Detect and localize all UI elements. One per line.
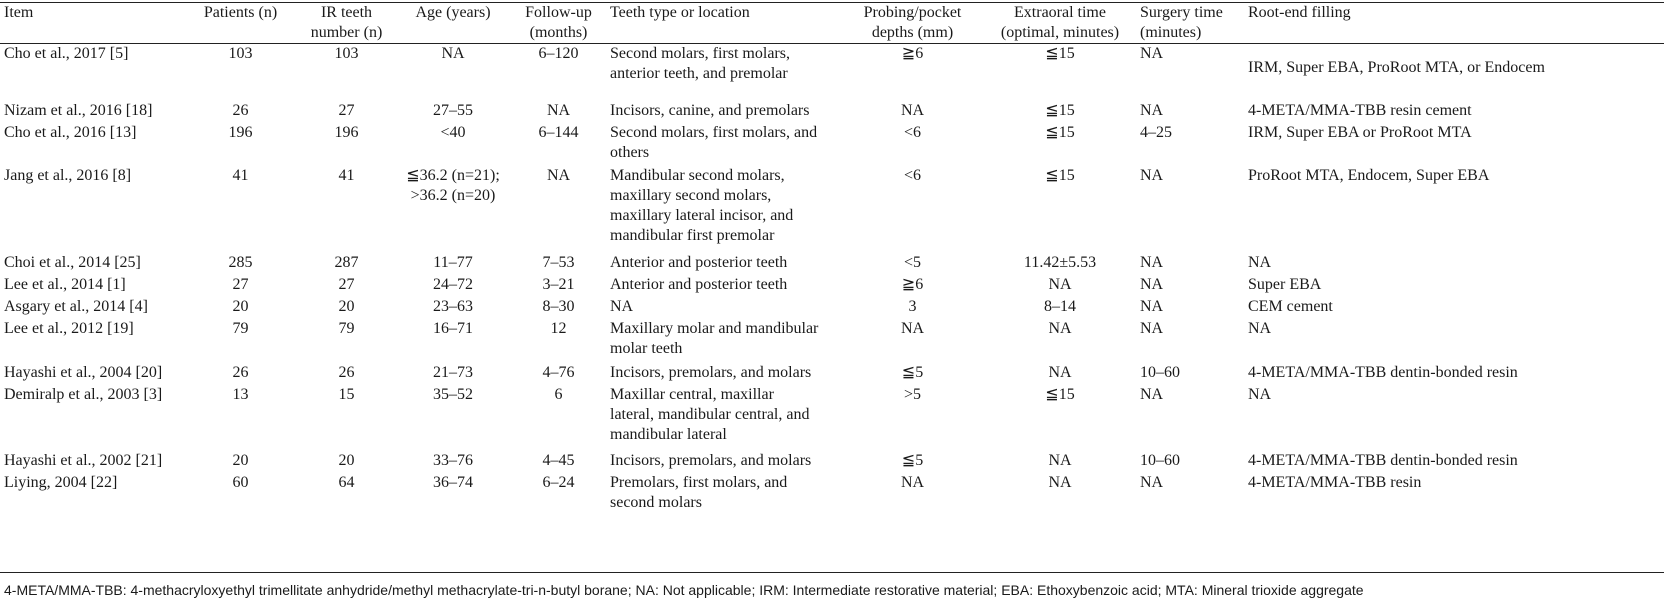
column-header-line: (months) [529, 24, 588, 41]
item-cell: Nizam et al., 2016 [18] [4, 102, 153, 119]
cell-line: 35–52 [433, 386, 473, 403]
item-cell: Choi et al., 2014 [25] [4, 254, 141, 271]
item-cell: Asgary et al., 2014 [4] [4, 298, 148, 315]
ir-teeth-cell: 15 [338, 386, 355, 403]
ir-teeth-cell: 79 [338, 320, 355, 337]
extraoral-cell: ≦15 [1045, 386, 1075, 403]
cell-line: 21–73 [433, 364, 473, 381]
surgery-cell: NA [1140, 298, 1164, 315]
cell-line: Mandibular second molars, [610, 167, 785, 184]
table-row [0, 253, 1664, 275]
table-row [0, 451, 1664, 473]
cell-line: 36–74 [433, 474, 473, 491]
age-cell [395, 101, 511, 123]
filling-cell: CEM cement [1248, 298, 1333, 315]
ir-teeth-cell: 26 [338, 364, 355, 381]
teeth-cell [606, 253, 841, 275]
footnote: 4-META/MMA-TBB: 4-methacryloxyethyl trimellitate anhydride/methyl methacrylate-tri-n-butyl borane; NA: Not applicable; IRM: Intermediate restorative material; EBA: Ethoxybenzoic acid; MTA: Mineral trioxide aggregate [4, 582, 1364, 598]
followup-cell: 12 [550, 320, 567, 337]
patients-cell: 285 [228, 254, 253, 271]
cell-line: Incisors, canine, and premolars [610, 102, 810, 119]
followup-cell: 8–30 [542, 298, 575, 315]
teeth-cell [606, 297, 841, 319]
patients-cell: 103 [228, 45, 253, 62]
surgery-cell: NA [1140, 276, 1164, 293]
probing-cell: ≦5 [901, 364, 924, 381]
cell-line: Premolars, first molars, and [610, 474, 788, 491]
age-cell [395, 44, 511, 102]
table-row [0, 385, 1664, 451]
cell-line: 11–77 [433, 254, 473, 271]
age-cell [395, 319, 511, 363]
followup-cell: NA [546, 102, 571, 119]
column-header-patients [183, 3, 298, 44]
cell-line: molar teeth [610, 340, 683, 357]
column-header-line: Teeth type or location [610, 4, 750, 21]
table-row [0, 44, 1664, 102]
table-row [0, 473, 1664, 518]
cell-line: second molars [610, 494, 702, 511]
column-header-probing-depth [841, 3, 984, 44]
cell-line: 27–55 [433, 102, 473, 119]
extraoral-cell: 8–14 [1044, 298, 1076, 315]
column-header-line: number (n) [310, 24, 383, 41]
teeth-cell [606, 473, 841, 518]
column-header-ir-teeth [298, 3, 395, 44]
followup-cell: 4–45 [542, 452, 575, 469]
teeth-cell [606, 166, 841, 253]
age-cell [395, 451, 511, 473]
ir-teeth-cell: 20 [338, 298, 355, 315]
column-header-line: (minutes) [1140, 24, 1202, 41]
surgery-cell: NA [1140, 102, 1164, 119]
surgery-cell: 10–60 [1140, 452, 1180, 469]
cell-line: Second molars, first molars, [610, 45, 790, 62]
surgery-cell: NA [1140, 474, 1164, 491]
surgery-cell: 10–60 [1140, 364, 1180, 381]
ir-teeth-cell: 196 [334, 124, 359, 141]
ir-teeth-cell: 20 [338, 452, 355, 469]
probing-cell: NA [900, 102, 925, 119]
teeth-cell [606, 363, 841, 385]
patients-cell: 20 [232, 298, 249, 315]
patients-cell: 13 [232, 386, 249, 403]
followup-cell: 6–24 [542, 474, 575, 491]
cell-line: lateral, mandibular central, and [610, 406, 810, 423]
extraoral-cell: ≦15 [1045, 167, 1075, 184]
teeth-cell [606, 123, 841, 166]
probing-cell: NA [900, 474, 925, 491]
ir-teeth-cell: 41 [338, 167, 355, 184]
age-cell [395, 363, 511, 385]
table-row [0, 123, 1664, 166]
table-row [0, 363, 1664, 385]
age-cell [395, 166, 511, 253]
item-cell: Hayashi et al., 2004 [20] [4, 364, 163, 381]
teeth-cell [606, 44, 841, 102]
column-header-line: Patients (n) [203, 4, 278, 21]
ir-teeth-cell: 103 [334, 45, 359, 62]
patients-cell: 41 [232, 167, 249, 184]
extraoral-cell: ≦15 [1045, 102, 1075, 119]
surgery-cell: NA [1140, 386, 1164, 403]
column-header-line: depths (mm) [871, 24, 954, 41]
patients-cell: 196 [228, 124, 253, 141]
age-cell [395, 385, 511, 451]
surgery-cell: NA [1140, 45, 1164, 62]
filling-cell: ProRoot MTA, Endocem, Super EBA [1248, 167, 1490, 184]
patients-cell: 20 [232, 452, 249, 469]
age-cell [395, 473, 511, 518]
cell-line: Anterior and posterior teeth [610, 254, 788, 271]
cell-line: mandibular lateral [610, 426, 727, 443]
column-header-line: Item [4, 4, 34, 21]
teeth-cell [606, 451, 841, 473]
followup-cell: 6 [554, 386, 563, 403]
followup-cell: 3–21 [542, 276, 575, 293]
table-row [0, 166, 1664, 253]
followup-cell: NA [546, 167, 571, 184]
probing-cell: >5 [903, 386, 922, 403]
probing-cell: <6 [903, 167, 922, 184]
column-header-item [0, 3, 183, 44]
filling-cell: NA [1248, 320, 1272, 337]
column-header-line: Surgery time [1140, 4, 1223, 21]
cell-line: ≦36.2 (n=21); [406, 167, 500, 184]
patients-cell: 79 [232, 320, 249, 337]
teeth-cell [606, 101, 841, 123]
cell-line: Anterior and posterior teeth [610, 276, 788, 293]
followup-cell: 6–120 [538, 45, 579, 62]
item-cell: Cho et al., 2016 [13] [4, 124, 137, 141]
probing-cell: ≦5 [901, 452, 924, 469]
surgery-cell: NA [1140, 254, 1164, 271]
column-header-root-end-filling [1244, 3, 1664, 44]
cell-line: NA [610, 298, 634, 315]
extraoral-cell: NA [1048, 320, 1072, 337]
age-cell [395, 123, 511, 166]
filling-cell: 4-META/MMA-TBB resin cement [1248, 102, 1472, 119]
table-row [0, 101, 1664, 123]
filling-cell: 4-META/MMA-TBB dentin-bonded resin [1248, 364, 1518, 381]
column-header-line: (optimal, minutes) [1000, 24, 1120, 41]
cell-line: 23–63 [433, 298, 473, 315]
cell-line: anterior teeth, and premolar [610, 65, 788, 82]
surgery-cell: NA [1140, 320, 1164, 337]
extraoral-cell: NA [1048, 474, 1072, 491]
cell-line: >36.2 (n=20) [410, 187, 496, 204]
probing-cell: <5 [903, 254, 922, 271]
teeth-cell [606, 275, 841, 297]
cell-line: Maxillary molar and mandibular [610, 320, 819, 337]
table-row [0, 297, 1664, 319]
cell-line: Maxillar central, maxillar [610, 386, 774, 403]
teeth-cell [606, 319, 841, 363]
cell-line: Incisors, premolars, and molars [610, 452, 812, 469]
column-header-line: IR teeth [320, 4, 373, 21]
table-row [0, 319, 1664, 363]
header-row [0, 3, 1664, 44]
cell-line: <40 [440, 124, 466, 141]
ir-teeth-cell: 287 [334, 254, 359, 271]
item-cell: Lee et al., 2014 [1] [4, 276, 126, 293]
item-cell: Cho et al., 2017 [5] [4, 45, 129, 62]
followup-cell: 4–76 [542, 364, 575, 381]
ir-teeth-cell: 64 [338, 474, 355, 491]
column-header-line: Root-end filling [1248, 4, 1351, 21]
item-cell: Liying, 2004 [22] [4, 474, 118, 491]
column-header-line: Extraoral time [1014, 4, 1106, 21]
table-body [0, 44, 1664, 519]
extraoral-cell: ≦15 [1045, 124, 1075, 141]
column-header-line: Age (years) [415, 4, 491, 21]
patients-cell: 27 [232, 276, 249, 293]
surgery-cell: 4–25 [1140, 124, 1172, 141]
extraoral-cell: 11.42±5.53 [1023, 254, 1097, 271]
filling-cell: Super EBA [1248, 276, 1322, 293]
patients-cell: 26 [232, 364, 249, 381]
column-header-follow-up [511, 3, 606, 44]
cell-line: Incisors, premolars, and molars [610, 364, 812, 381]
probing-cell: ≧6 [901, 276, 924, 293]
extraoral-cell: NA [1048, 452, 1072, 469]
cell-line: others [610, 144, 650, 161]
filling-cell: NA [1248, 254, 1272, 271]
probing-cell: NA [900, 320, 925, 337]
table-header [0, 3, 1664, 44]
extraoral-cell: NA [1048, 364, 1072, 381]
cell-line: 24–72 [433, 276, 473, 293]
probing-cell: <6 [903, 124, 922, 141]
column-header-teeth-type [606, 3, 841, 44]
ir-teeth-cell: 27 [338, 102, 355, 119]
age-cell [395, 253, 511, 275]
filling-cell: NA [1248, 386, 1272, 403]
extraoral-cell: NA [1048, 276, 1072, 293]
cell-line: 16–71 [433, 320, 473, 337]
probing-cell: 3 [908, 298, 917, 315]
filling-cell: IRM, Super EBA or ProRoot MTA [1248, 124, 1472, 141]
surgery-cell: NA [1140, 167, 1164, 184]
ir-teeth-cell: 27 [338, 276, 355, 293]
extraoral-cell: ≦15 [1045, 45, 1075, 62]
age-cell [395, 297, 511, 319]
cell-line: maxillary lateral incisor, and [610, 207, 794, 224]
cell-line: mandibular first premolar [610, 227, 775, 244]
column-header-line: Follow-up [525, 4, 592, 21]
followup-cell: 7–53 [542, 254, 575, 271]
table-row [0, 275, 1664, 297]
patients-cell: 60 [232, 474, 249, 491]
column-header-line: Probing/pocket [863, 4, 962, 21]
filling-cell: 4-META/MMA-TBB dentin-bonded resin [1248, 452, 1518, 469]
cell-line: 33–76 [433, 452, 473, 469]
column-header-surgery-time [1136, 3, 1244, 44]
cell-line: maxillary second molars, [610, 187, 772, 204]
cell-line: Second molars, first molars, and [610, 124, 818, 141]
probing-cell: ≧6 [901, 45, 924, 62]
cell-line: NA [441, 45, 465, 62]
patients-cell: 26 [232, 102, 249, 119]
item-cell: Hayashi et al., 2002 [21] [4, 452, 163, 469]
age-cell [395, 275, 511, 297]
results-table [0, 2, 1664, 518]
footnote-area [0, 572, 1664, 599]
item-cell: Demiralp et al., 2003 [3] [4, 386, 163, 403]
filling-cell: IRM, Super EBA, ProRoot MTA, or Endocem [1248, 59, 1545, 76]
item-cell: Lee et al., 2012 [19] [4, 320, 134, 337]
column-header-age [395, 3, 511, 44]
filling-cell: 4-META/MMA-TBB resin [1248, 474, 1422, 491]
followup-cell: 6–144 [538, 124, 579, 141]
item-cell: Jang et al., 2016 [8] [4, 167, 132, 184]
column-header-extraoral-time [984, 3, 1136, 44]
teeth-cell [606, 385, 841, 451]
